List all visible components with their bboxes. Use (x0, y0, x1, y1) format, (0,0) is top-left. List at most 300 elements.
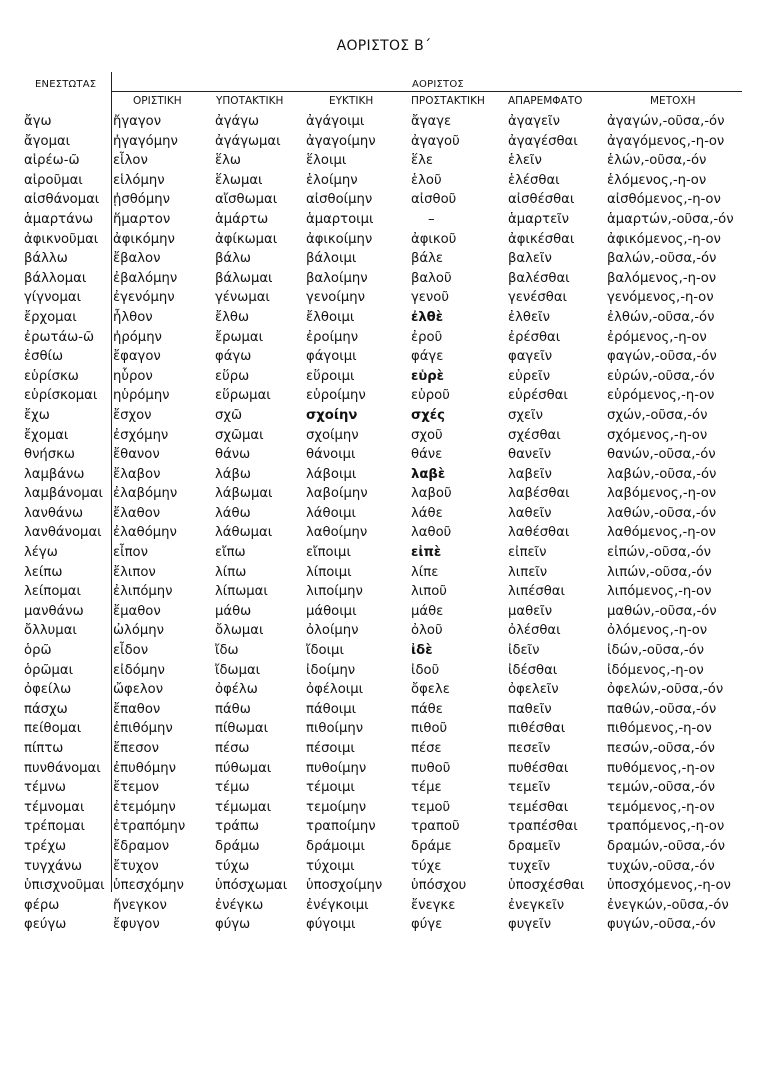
optative-cell: λάβοιμι (306, 466, 357, 482)
table-row (0, 466, 768, 486)
optative-cell: ἰδοίμην (306, 662, 356, 678)
subjunctive-cell: λάθωμαι (215, 525, 273, 541)
table-row (0, 524, 768, 544)
infinitive-cell: γενέσθαι (508, 290, 568, 306)
participle-cell: δραμών,-οῦσα,-όν (607, 838, 726, 854)
participle-cell: γενόμενος,-η-ον (607, 290, 714, 306)
infinitive-cell: αἰσθέσθαι (508, 192, 575, 208)
optative-cell: ἀφικοίμην (306, 231, 373, 247)
imperative-cell: ὄφελε (411, 682, 450, 698)
participle-cell: βαλών,-οῦσα,-όν (607, 251, 717, 267)
indicative-cell: ἔλαβον (113, 466, 161, 482)
subjunctive-cell: ὀφέλω (215, 682, 258, 698)
subjunctive-cell: πάθω (215, 701, 251, 717)
imperative-cell: ἰδὲ (411, 643, 433, 659)
infinitive-cell: εὑρεῖν (508, 368, 551, 384)
subjunctive-cell: ἕλωμαι (215, 172, 263, 188)
indicative-cell: ἠγαγόμην (113, 133, 178, 149)
indicative-cell: ἔθανον (113, 447, 160, 463)
imperative-cell: αἰσθοῦ (411, 192, 457, 208)
imperative-cell: ἕλε (411, 153, 434, 169)
present-cell: βάλλομαι (24, 270, 87, 286)
infinitive-cell: ἰδέσθαι (508, 662, 558, 678)
table-row (0, 622, 768, 642)
subjunctive-cell: ὄλωμαι (215, 623, 264, 639)
infinitive-cell: τυχεῖν (508, 858, 551, 874)
present-cell: λαμβάνομαι (24, 486, 103, 502)
imperative-cell: τύχε (411, 858, 442, 874)
column-header-imperative: ΠΡΟΣΤΑΚΤΙΚΗ (411, 95, 485, 107)
subjunctive-cell: πύθωμαι (215, 760, 272, 776)
indicative-cell: εἷλον (113, 153, 148, 169)
participle-cell: ὑποσχόμενος,-η-ον (607, 878, 731, 894)
present-cell: πυνθάνομαι (24, 760, 101, 776)
participle-cell: πιθόμενος,-η-ον (607, 721, 712, 737)
present-cell: αἰσθάνομαι (24, 192, 100, 208)
table-row (0, 309, 768, 329)
imperative-cell: θάνε (411, 447, 443, 463)
imperative-cell: ἀγαγοῦ (411, 133, 460, 149)
indicative-cell: ἔφαγον (113, 349, 161, 365)
present-cell: τυγχάνω (24, 858, 83, 874)
table-row (0, 407, 768, 427)
subjunctive-cell: ὑπόσχωμαι (215, 878, 288, 894)
present-cell: αἱροῦμαι (24, 172, 83, 188)
table-row (0, 152, 768, 172)
present-cell: πείθομαι (24, 721, 82, 737)
infinitive-cell: λιπέσθαι (508, 584, 565, 600)
table-row (0, 818, 768, 838)
optative-cell: γενοίμην (306, 290, 365, 306)
table-row (0, 329, 768, 349)
present-cell: λαμβάνω (24, 466, 85, 482)
subjunctive-cell: βάλω (215, 251, 251, 267)
imperative-cell: μάθε (411, 603, 444, 619)
indicative-cell: ἤγαγον (113, 114, 162, 129)
subjunctive-cell: ἁμάρτω (215, 211, 269, 227)
infinitive-cell: ἀγαγεῖν (508, 114, 560, 129)
optative-cell: εὑροίμην (306, 388, 366, 404)
infinitive-cell: φυγεῖν (508, 917, 552, 933)
present-tense-header: ΕΝΕΣΤΩΤΑΣ (35, 79, 97, 90)
subjunctive-cell: μάθω (215, 603, 252, 619)
indicative-cell: ὑπεσχόμην (113, 878, 184, 894)
present-cell: ἔρχομαι (24, 309, 77, 325)
participle-cell: τυχών,-οῦσα,-όν (607, 858, 715, 874)
optative-cell: σχοίην (306, 407, 358, 423)
imperative-cell: ὀλοῦ (411, 623, 443, 639)
present-cell: γίγνομαι (24, 290, 82, 306)
imperative-cell: ἀφικοῦ (411, 231, 457, 247)
present-cell: εὑρίσκομαι (24, 388, 98, 404)
imperative-cell: βάλε (411, 251, 444, 267)
table-row (0, 368, 768, 388)
infinitive-cell: βαλεῖν (508, 251, 552, 267)
present-cell: ὑπισχνοῦμαι (24, 878, 105, 894)
participle-cell: ἰδών,-οῦσα,-όν (607, 643, 705, 659)
table-row (0, 544, 768, 564)
imperative-cell: δράμε (411, 838, 452, 854)
infinitive-cell: πυθέσθαι (508, 760, 569, 776)
participle-cell: λιπών,-οῦσα,-όν (607, 564, 712, 580)
indicative-cell: ἐσχόμην (113, 427, 169, 443)
present-cell: αἱρέω-ῶ (24, 153, 80, 169)
indicative-cell: ἐτεμόμην (113, 799, 176, 815)
imperative-cell: τέμε (411, 780, 442, 796)
infinitive-cell: ἑλεῖν (508, 153, 542, 169)
subjunctive-cell: δράμω (215, 838, 260, 854)
indicative-cell: ἔπεσον (113, 741, 159, 756)
table-row (0, 505, 768, 525)
infinitive-cell: θανεῖν (508, 447, 552, 463)
table-row (0, 485, 768, 505)
optative-cell: τέμοιμι (306, 780, 355, 796)
infinitive-cell: λαθέσθαι (508, 525, 570, 541)
subjunctive-cell: λίπω (215, 564, 247, 580)
indicative-cell: ἔμαθον (113, 603, 161, 619)
infinitive-cell: βαλέσθαι (508, 270, 570, 286)
participle-cell: ὀλόμενος,-η-ον (607, 623, 708, 639)
optative-cell: πέσοιμι (306, 741, 355, 756)
imperative-cell: – (428, 211, 435, 227)
subjunctive-cell: ἕλω (215, 153, 241, 169)
present-cell: ἐρωτάω-ῶ (24, 329, 95, 345)
imperative-cell: ὑπόσχου (411, 878, 467, 894)
imperative-cell: εὑροῦ (411, 388, 450, 404)
participle-cell: λαθόμενος,-η-ον (607, 525, 716, 541)
imperative-cell: πάθε (411, 701, 443, 717)
subjunctive-cell: ἀγάγω (215, 114, 260, 129)
participle-cell: βαλόμενος,-η-ον (607, 270, 717, 286)
participle-cell: σχόμενος,-η-ον (607, 427, 708, 443)
imperative-cell: λαβοῦ (411, 486, 452, 502)
present-cell: θνήσκω (24, 447, 75, 463)
table-row (0, 662, 768, 682)
subjunctive-cell: ἀγάγωμαι (215, 133, 281, 149)
optative-cell: ἐροίμην (306, 329, 359, 345)
table-row (0, 916, 768, 936)
infinitive-cell: ὀφελεῖν (508, 682, 559, 698)
infinitive-cell: ἑλέσθαι (508, 172, 560, 188)
indicative-cell: ἐπιθόμην (113, 721, 173, 737)
present-cell: ὁρῶ (24, 643, 52, 659)
infinitive-cell: μαθεῖν (508, 603, 553, 619)
participle-cell: ἐνεγκών,-οῦσα,-όν (607, 897, 729, 913)
indicative-cell: εἰδόμην (113, 662, 165, 678)
imperative-cell: σχές (411, 407, 445, 423)
participle-cell: σχών,-οῦσα,-όν (607, 407, 708, 423)
infinitive-cell: δραμεῖν (508, 838, 561, 854)
indicative-cell: ἔτυχον (113, 858, 159, 874)
table-row (0, 113, 768, 133)
optative-cell: ἔλθοιμι (306, 309, 355, 325)
subjunctive-cell: ἔλθω (215, 309, 250, 325)
present-cell: τέμνομαι (24, 799, 85, 815)
participle-cell: ἑλών,-οῦσα,-όν (607, 153, 707, 169)
table-row (0, 642, 768, 662)
optative-cell: λαθοίμην (306, 525, 368, 541)
indicative-cell: ἐλιπόμην (113, 584, 173, 600)
imperative-cell: εἰπὲ (411, 545, 442, 561)
present-cell: μανθάνω (24, 603, 84, 619)
imperative-cell: γενοῦ (411, 290, 449, 306)
present-cell: ἄγομαι (24, 133, 71, 149)
table-row (0, 270, 768, 290)
present-cell: λείπω (24, 564, 63, 580)
table-row (0, 858, 768, 878)
optative-cell: σχοίμην (306, 427, 359, 443)
optative-cell: ὑποσχοίμην (306, 878, 383, 894)
column-headers (0, 95, 768, 109)
indicative-cell: ἥμαρτον (113, 211, 171, 227)
indicative-cell: ἐβαλόμην (113, 270, 178, 286)
infinitive-cell: ὑποσχέσθαι (508, 878, 585, 894)
table-row (0, 564, 768, 584)
optative-cell: ἁμαρτοιμι (306, 211, 374, 227)
infinitive-cell: λαβεῖν (508, 466, 552, 482)
table-row (0, 897, 768, 917)
indicative-cell: εἶδον (113, 643, 149, 659)
present-cell: πίπτω (24, 741, 64, 756)
subjunctive-cell: σχῶ (215, 407, 243, 423)
infinitive-cell: ὀλέσθαι (508, 623, 561, 639)
optative-cell: λιποίμην (306, 584, 363, 600)
participle-cell: ἁμαρτών,-οῦσα,-όν (607, 211, 734, 227)
indicative-cell: εἱλόμην (113, 172, 165, 188)
aorist-header: ΑΟΡΙΣΤΟΣ (412, 79, 464, 90)
indicative-cell: ἐτραπόμην (113, 819, 186, 835)
imperative-cell: βαλοῦ (411, 270, 452, 286)
table-row (0, 701, 768, 721)
imperative-cell: ἐλθὲ (411, 309, 444, 325)
indicative-cell: ἔλιπον (113, 564, 156, 580)
subjunctive-cell: ἴδωμαι (215, 662, 261, 678)
optative-cell: φάγοιμι (306, 349, 357, 365)
table-row (0, 446, 768, 466)
imperative-cell: λίπε (411, 564, 439, 580)
subjunctive-cell: εὕρωμαι (215, 388, 271, 404)
indicative-cell: ἐπυθόμην (113, 760, 176, 776)
indicative-cell: ἔλαθον (113, 505, 161, 521)
infinitive-cell: ἁμαρτεῖν (508, 211, 570, 227)
indicative-cell: ἦλθον (113, 309, 153, 325)
participle-cell: ἰδόμενος,-η-ον (607, 662, 704, 678)
table-row (0, 427, 768, 447)
optative-cell: τεμοίμην (306, 799, 367, 815)
optative-cell: λάθοιμι (306, 505, 356, 521)
indicative-cell: ᾐσθόμην (113, 192, 170, 208)
optative-cell: αἰσθοίμην (306, 192, 373, 208)
participle-cell: λαβών,-οῦσα,-όν (607, 466, 717, 482)
participle-cell: τραπόμενος,-η-ον (607, 819, 725, 835)
present-cell: λανθάνομαι (24, 525, 102, 541)
subjunctive-cell: ἐνέγκω (215, 897, 264, 913)
participle-cell: ὀφελών,-οῦσα,-όν (607, 682, 724, 698)
indicative-cell: ηὑρόμην (113, 388, 170, 404)
optative-cell: λίποιμι (306, 564, 352, 580)
infinitive-cell: λιπεῖν (508, 564, 548, 580)
imperative-cell: ἰδοῦ (411, 662, 440, 678)
indicative-cell: εἶπον (113, 545, 148, 561)
table-row (0, 231, 768, 251)
indicative-cell: ἐγενόμην (113, 290, 175, 306)
imperative-cell: τραποῦ (411, 819, 460, 835)
imperative-cell: λάθε (411, 505, 443, 521)
infinitive-cell: λαθεῖν (508, 505, 552, 521)
imperative-cell: ἐροῦ (411, 329, 443, 345)
subjunctive-cell: φάγω (215, 349, 252, 365)
optative-cell: θάνοιμι (306, 447, 356, 463)
infinitive-cell: σχεῖν (508, 407, 543, 423)
indicative-cell: ἔδραμον (113, 838, 170, 854)
table-row (0, 250, 768, 270)
optative-cell: ὀλοίμην (306, 623, 359, 639)
infinitive-cell: εἰπεῖν (508, 545, 547, 561)
subjunctive-cell: ἴδω (215, 643, 239, 659)
subjunctive-cell: τράπω (215, 819, 259, 835)
participle-cell: ἀγαγόμενος,-η-ον (607, 133, 725, 149)
column-header-optative: ΕΥΚΤΙΚΗ (329, 95, 374, 107)
subjunctive-cell: βάλωμαι (215, 270, 273, 286)
imperative-cell: φάγε (411, 349, 444, 365)
optative-cell: μάθοιμι (306, 603, 357, 619)
infinitive-cell: παθεῖν (508, 701, 552, 717)
indicative-cell: ὠλόμην (113, 623, 165, 639)
indicative-cell: ηὗρον (113, 368, 153, 384)
optative-cell: ἐνέγκοιμι (306, 897, 369, 913)
indicative-cell: ἔτεμον (113, 780, 160, 796)
present-cell: πάσχω (24, 701, 68, 717)
imperative-cell: ἔνεγκε (411, 897, 456, 913)
infinitive-cell: ἰδεῖν (508, 643, 540, 659)
optative-cell: βάλοιμι (306, 251, 357, 267)
infinitive-cell: ἐλθεῖν (508, 309, 550, 325)
indicative-cell: ἔβαλον (113, 251, 161, 267)
present-cell: φέρω (24, 897, 60, 913)
participle-cell: φυγών,-οῦσα,-όν (607, 917, 716, 933)
table-row (0, 133, 768, 153)
subjunctive-cell: σχῶμαι (215, 427, 264, 443)
infinitive-cell: ἐρέσθαι (508, 329, 561, 345)
participle-cell: λαβόμενος,-η-ον (607, 486, 717, 502)
subjunctive-cell: πέσω (215, 741, 250, 756)
infinitive-cell: ἐνεγκεῖν (508, 897, 565, 913)
table-row (0, 172, 768, 192)
present-cell: τρέπομαι (24, 819, 85, 835)
table-row (0, 877, 768, 897)
page-title: ΑΟΡΙΣΤΟΣ Β΄ (336, 38, 432, 54)
imperative-cell: λαβὲ (411, 466, 446, 482)
table-row (0, 583, 768, 603)
participle-cell: πυθόμενος,-η-ον (607, 760, 715, 776)
participle-cell: μαθών,-οῦσα,-όν (607, 603, 717, 619)
participle-cell: εὑρών,-οῦσα,-όν (607, 368, 715, 384)
infinitive-cell: λαβέσθαι (508, 486, 570, 502)
optative-cell: τραποίμην (306, 819, 376, 835)
table-row (0, 191, 768, 211)
participle-cell: παθών,-οῦσα,-όν (607, 701, 717, 717)
participle-cell: ἀφικόμενος,-η-ον (607, 231, 721, 247)
indicative-cell: ἐλαβόμην (113, 486, 178, 502)
imperative-cell: πέσε (411, 741, 442, 756)
table-row (0, 838, 768, 858)
optative-cell: εὕροιμι (306, 368, 355, 384)
subjunctive-cell: ἔρωμαι (215, 329, 264, 345)
present-cell: ἀφικνοῦμαι (24, 231, 99, 247)
optative-cell: ἴδοιμι (306, 643, 344, 659)
imperative-cell: λιποῦ (411, 584, 447, 600)
table-row (0, 720, 768, 740)
participle-cell: ἐρόμενος,-η-ον (607, 329, 707, 345)
column-header-participle: ΜΕΤΟΧΗ (650, 95, 696, 107)
indicative-cell: ἠρόμην (113, 329, 162, 345)
table-row (0, 740, 768, 760)
present-cell: ἔχω (24, 407, 50, 423)
imperative-cell: σχοῦ (411, 427, 443, 443)
participle-cell: εἰπών,-οῦσα,-όν (607, 545, 712, 561)
present-cell: λανθάνω (24, 505, 84, 521)
participle-cell: πεσών,-οῦσα,-όν (607, 741, 715, 756)
imperative-cell: ἑλοῦ (411, 172, 442, 188)
subjunctive-cell: θάνω (215, 447, 251, 463)
infinitive-cell: πιθέσθαι (508, 721, 566, 737)
present-cell: ἔχομαι (24, 427, 69, 443)
indicative-cell: ἔσχον (113, 407, 152, 423)
table-row (0, 603, 768, 623)
subjunctive-cell: λίπωμαι (215, 584, 268, 600)
indicative-cell: ἔφυγον (113, 917, 160, 933)
participle-cell: ἐλθών,-οῦσα,-όν (607, 309, 715, 325)
participle-cell: θανών,-οῦσα,-όν (607, 447, 716, 463)
present-cell: βάλλω (24, 251, 68, 267)
table-row (0, 387, 768, 407)
participle-cell: εὑρόμενος,-η-ον (607, 388, 715, 404)
infinitive-cell: τραπέσθαι (508, 819, 578, 835)
table-row (0, 681, 768, 701)
participle-cell: τεμών,-οῦσα,-όν (607, 780, 715, 796)
optative-cell: ἕλοιμι (306, 153, 347, 169)
subjunctive-cell: πίθωμαι (215, 721, 269, 737)
imperative-cell: φύγε (411, 917, 443, 933)
imperative-cell: λαθοῦ (411, 525, 452, 541)
subjunctive-cell: τέμωμαι (215, 799, 272, 815)
optative-cell: λαβοίμην (306, 486, 368, 502)
indicative-cell: ἤνεγκον (113, 897, 167, 913)
present-cell: λέγω (24, 545, 58, 561)
optative-cell: φύγοιμι (306, 917, 356, 933)
table-row (0, 760, 768, 780)
indicative-cell: ἔπαθον (113, 701, 161, 717)
imperative-cell: ἄγαγε (411, 114, 452, 129)
optative-cell: πυθοίμην (306, 760, 367, 776)
infinitive-cell: πεσεῖν (508, 741, 551, 756)
imperative-cell: εὑρὲ (411, 368, 445, 384)
present-cell: ὁρῶμαι (24, 662, 74, 678)
participle-cell: ἀγαγών,-οῦσα,-όν (607, 114, 725, 129)
participle-cell: ἑλόμενος,-η-ον (607, 172, 707, 188)
table-row (0, 779, 768, 799)
present-cell: τρέχω (24, 838, 67, 854)
indicative-cell: ἀφικόμην (113, 231, 175, 247)
optative-cell: πάθοιμι (306, 701, 357, 717)
present-cell: ἐσθίω (24, 349, 64, 365)
infinitive-cell: ἀφικέσθαι (508, 231, 575, 247)
optative-cell: ἀγάγοιμι (306, 114, 365, 129)
optative-cell: τύχοιμι (306, 858, 355, 874)
participle-cell: φαγών,-οῦσα,-όν (607, 349, 717, 365)
subjunctive-cell: εὕρω (215, 368, 250, 384)
infinitive-cell: τεμεῖν (508, 780, 551, 796)
